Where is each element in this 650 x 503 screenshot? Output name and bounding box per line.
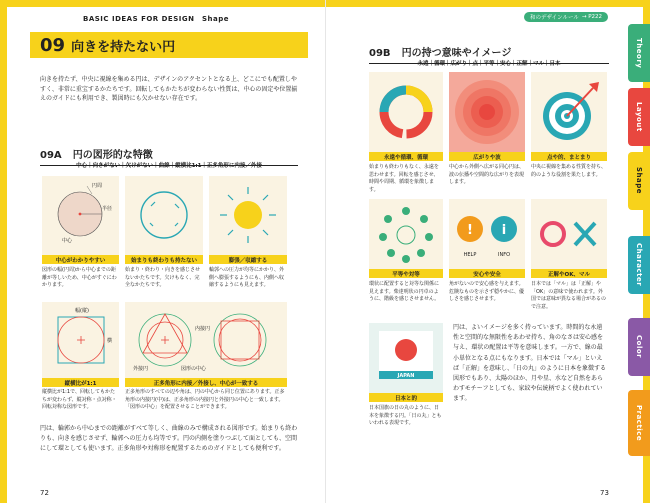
maru-batsu-icon [531, 199, 607, 269]
card-label-safety: 安心や安全 [449, 269, 525, 278]
circle-expand-diagram [209, 176, 287, 255]
circle-arrows-diagram [125, 176, 203, 255]
section-09b-keywords: 永遠｜循環｜広がり｜点｜平等｜安心｜正解｜マル｜日本 [417, 61, 561, 67]
page-number-right: 73 [600, 489, 609, 497]
circle-ratio-diagram [42, 302, 119, 378]
card-cycle-image [369, 72, 443, 152]
card-desc-center: 図形の幅(円周)から中心までの距離が等しいため、中心がすぐにわかります。 [42, 267, 117, 288]
card-safety-image [449, 199, 525, 269]
right-body-paragraph: 円は、よいイメージを多く持っています。時間的な永遠性と空間的な無限性をあわせ持ち、角のなさは安心感を与え、環状の配置は平等を意味します。一方で、線の最小単位となる点にもなります。日本では「マル」といえば「正解」を意味し、「日の丸」のように日本を象徴する図形でもあり、太陽のほか、月や星、水など自然をあらわすモチーフとしても、家紋や伝統柄でよく使われています。 [453, 324, 607, 403]
label-radius: 半径 [102, 206, 113, 212]
chapter-title [30, 32, 308, 58]
label-figure-center: 図形の中心 [181, 366, 207, 372]
people-circle-icon [369, 199, 443, 269]
card-label-maru: 正解やOK、マル [531, 269, 607, 278]
running-header: BASIC IDEAS FOR DESIGN Shape [83, 15, 229, 23]
target-dart-icon [531, 72, 607, 152]
card-label-ripple: 広がりや波 [449, 152, 525, 161]
card-label-japan: 日本と的 [369, 393, 443, 402]
card-target-image [531, 72, 607, 152]
card-desc-japan: 日本国旗の日の丸のように、日本を象徴する円。「日の丸」ともいわれる表現です。 [369, 405, 442, 426]
section-09a-heading: 09A 円の図形的な特徴 [40, 143, 298, 166]
page-number-left: 72 [40, 489, 49, 497]
cycle-arrows-icon [369, 72, 443, 152]
card-desc-ratio: 縦横比が1:1で、回転してもかたちが変わらず、縦対称・点対称・回転対称な図形です。 [42, 389, 117, 410]
info-label: INFO [497, 252, 511, 258]
card-label-equality: 平等や対等 [369, 269, 443, 278]
tab-shape[interactable]: Shape [628, 152, 650, 210]
card-label-center: 中心がわかりやすい [42, 255, 119, 264]
card-desc-polygon: 正多角形のすべての辺や角は、円の中心から同じ位置にあります。正多角形の内接円(中)は、正多角形の内接円と外接円の中心と一致します。「図形の中心」を配置させることができます。 [125, 389, 285, 410]
card-label-expand: 膨張／収縮する [209, 255, 287, 264]
card-equality-image [369, 199, 443, 269]
card-label-polygon: 正多角形に内接／外接し、中心が一致する [125, 378, 287, 387]
circle-center-diagram [42, 176, 119, 255]
card-no-start-diagram [125, 176, 203, 255]
svg-text:i: i [501, 223, 507, 238]
card-desc-expand: 輪郭への圧力が均等にかかり、外側へ膨張するようにも、内側へ収縮するようにも見えます。 [209, 267, 285, 288]
help-label: HELP [463, 252, 477, 258]
card-label-ratio: 縦横比が1:1 [42, 378, 119, 387]
tab-theory[interactable]: Theory [628, 24, 650, 82]
card-desc-cycle: 始まりも終わりもなく、永遠を思わせます。回転を感じさせ、時間や周期、循環を象徴します。 [369, 164, 439, 193]
ripple-circles-icon [449, 72, 525, 152]
card-ratio-diagram [42, 302, 119, 378]
label-center: 中心 [62, 238, 73, 244]
card-desc-safety: 角がないので安心感を与えます。危険なものを示さず穏やかに、優しさを感じさせます。 [449, 281, 525, 302]
label-circumference: 円周 [92, 183, 103, 189]
circle-polygon-diagram [125, 302, 287, 378]
help-info-icons [449, 199, 525, 269]
japan-label: JAPAN [397, 373, 415, 379]
japan-flag-icon [369, 323, 443, 393]
card-japan-image [369, 323, 443, 393]
label-inscribed: 内接円 [195, 326, 211, 332]
section-09a-keywords: 中心｜向きがない｜欠けがない｜曲線｜縦横比1:1｜正多角形に内接／外接 [76, 163, 262, 169]
card-expand-diagram [209, 176, 287, 255]
tab-layout[interactable]: Layout [628, 88, 650, 146]
card-center-diagram [42, 176, 119, 255]
reference-tag[interactable]: 和のデザインルール → P222 [524, 12, 608, 22]
card-ripple-image [449, 72, 525, 152]
chapter-title-text: 向きを持たない円 [71, 39, 176, 55]
card-label-no-start: 始まりも終わりも持たない [125, 255, 203, 264]
left-yellow-bar [0, 0, 7, 503]
section-09b-heading: 09B 円の持つ意味やイメージ [369, 41, 609, 64]
label-circumscribed: 外接円 [133, 366, 149, 372]
outro-paragraph: 円は、輪郭から中心までの距離がすべて等しく、曲線のみで構成される図形です。始まりも終わりも、向きを感じさせず、輪郭への圧力も均等です。円の内側を塗りつぶして面としても、空間にして環としても使います。正多角形や対称形を配置するためのガイドとしても便利です。 [40, 425, 298, 452]
tab-character[interactable]: Character [628, 236, 650, 294]
card-desc-target: 中央に視線を集める性質を持ち、的のような役割を果たします。 [531, 164, 607, 178]
card-label-cycle: 永遠や循環、循環 [369, 152, 443, 161]
intro-paragraph: 向きを持たず、中央に視線を集める円は、デザインのアクセントとなる上、どこにでも配置しやすく、非常に重宝するかたちです。回転してもかたちが変わらない性質は、中心の固定や位置揃えのガイドにも利用でき、製図時にも欠かせない存在です。 [40, 76, 298, 103]
label-height: 幅(縦) [75, 308, 89, 314]
card-desc-ripple: 中心から外側へ広がる同心円は、波の伝播や空間的な広がりを表現します。 [449, 164, 525, 185]
card-desc-no-start: 始まり・終わり・向きを感じさせないかたちです。欠けもなく、完全なかたちです。 [125, 267, 201, 288]
card-polygon-diagram [125, 302, 287, 378]
chapter-number: 09 [40, 34, 66, 56]
svg-text:!: ! [467, 223, 473, 238]
card-desc-equality: 環状に配置すると対等な関係に見えます。柴達明状の円卓のように、階級を感じさせません。 [369, 281, 440, 302]
card-desc-maru: 日本では「マル」は「正解」や「OK」の意味で使われます。外国では意味が異なる場合があるので注意。 [531, 281, 607, 310]
tab-color[interactable]: Color [628, 318, 650, 376]
page-gutter [325, 0, 326, 503]
tab-practice[interactable]: Practice [628, 390, 650, 456]
card-maru-image [531, 199, 607, 269]
label-width: 横 [107, 338, 113, 344]
card-label-target: 点や的、まとまり [531, 152, 607, 161]
